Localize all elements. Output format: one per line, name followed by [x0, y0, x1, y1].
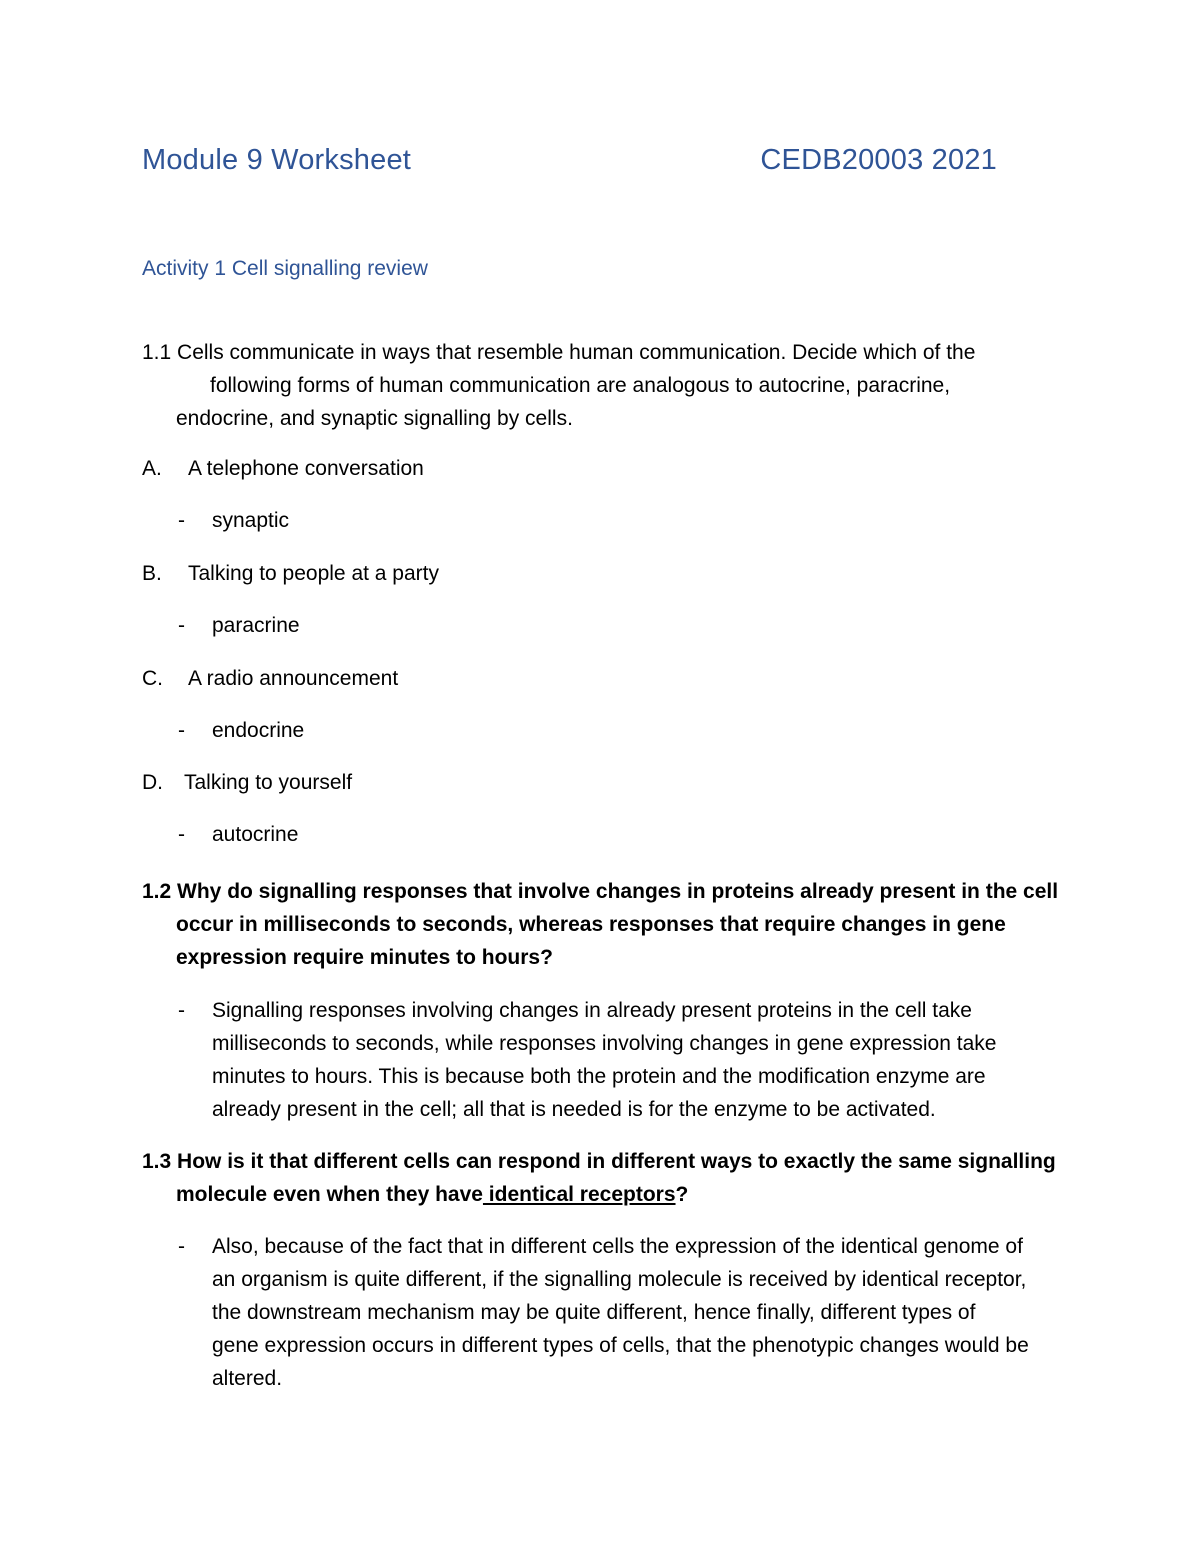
option-text: A telephone conversation: [188, 457, 424, 480]
option-c: [142, 667, 398, 691]
answer-1-3: [178, 1230, 1078, 1395]
question-1-1-line: following forms of human communication are analogous to autocrine, paracrine,: [210, 374, 951, 397]
course-code: CEDB20003 2021: [760, 144, 997, 176]
answer-dash: -: [178, 719, 185, 742]
question-1-2: [142, 875, 1062, 974]
answer-b: [178, 614, 300, 638]
option-text: Talking to yourself: [184, 771, 353, 794]
question-1-2-line: 1.2 Why do signalling responses that involve changes in proteins already present in the cell: [142, 880, 1059, 903]
question-1-2-line: occur in milliseconds to seconds, whereas responses that require changes in gene: [176, 913, 1006, 936]
option-a: [142, 457, 424, 481]
answer-dash: -: [178, 1235, 185, 1258]
answer-1-2-line: minutes to hours. This is because both the protein and the modification enzyme are: [212, 1065, 986, 1088]
answer-dash: -: [178, 614, 185, 637]
question-1-2-line: expression require minutes to hours?: [176, 946, 553, 969]
question-1-1-line: 1.1 Cells communicate in ways that resemble human communication. Decide which of the: [142, 341, 976, 364]
question-1-3-line: 1.3 How is it that different cells can respond in different ways to exactly the same signalling: [142, 1150, 1056, 1173]
answer-dash: -: [178, 823, 185, 846]
option-text: A radio announcement: [188, 667, 399, 690]
answer-text: autocrine: [212, 823, 299, 846]
identical-receptors-underlined: identical receptors: [482, 1183, 676, 1206]
answer-d: [178, 823, 298, 847]
option-text: Talking to people at a party: [188, 562, 439, 585]
option-letter: B.: [142, 562, 162, 585]
question-1-1: [142, 336, 1062, 435]
answer-1-3-line: the downstream mechanism may be quite different, hence finally, different types of: [212, 1301, 976, 1324]
answer-text: synaptic: [212, 509, 290, 532]
question-1-3-mark: ?: [675, 1183, 689, 1206]
option-b: [142, 562, 439, 586]
answer-1-2: [178, 994, 1078, 1126]
answer-c: [178, 719, 304, 743]
answer-1-3-line: Also, because of the fact that in different cells the expression of the identical genome of: [212, 1235, 1023, 1258]
answer-dash: -: [178, 509, 185, 532]
answer-dash: -: [178, 999, 185, 1022]
answer-text: endocrine: [212, 719, 305, 742]
answer-a: [178, 509, 289, 533]
answer-1-2-line: already present in the cell; all that is needed is for the enzyme to be activated.: [212, 1098, 936, 1121]
answer-text: paracrine: [212, 614, 300, 637]
option-letter: A.: [142, 457, 162, 480]
option-d: [142, 771, 352, 795]
page-title: Module 9 Worksheet: [142, 144, 412, 176]
page-header: [142, 144, 997, 177]
question-1-3: [142, 1145, 1062, 1211]
answer-1-2-line: Signalling responses involving changes in already present proteins in the cell take: [212, 999, 972, 1022]
question-1-3-line: [142, 1178, 1062, 1211]
answer-1-3-line: gene expression occurs in different types of cells, that the phenotypic changes would be: [212, 1334, 1029, 1357]
answer-1-2-line: milliseconds to seconds, while responses involving changes in gene expression take: [212, 1032, 997, 1055]
option-letter: D.: [142, 771, 163, 794]
answer-1-3-line: an organism is quite different, if the signalling molecule is received by identical receptor,: [212, 1268, 1027, 1291]
option-letter: C.: [142, 667, 163, 690]
question-1-1-line: endocrine, and synaptic signalling by cells.: [176, 407, 573, 430]
question-1-3-text: molecule even when they have: [176, 1183, 483, 1206]
activity-heading: Activity 1 Cell signalling review: [142, 257, 428, 280]
answer-1-3-line: altered.: [212, 1367, 283, 1390]
